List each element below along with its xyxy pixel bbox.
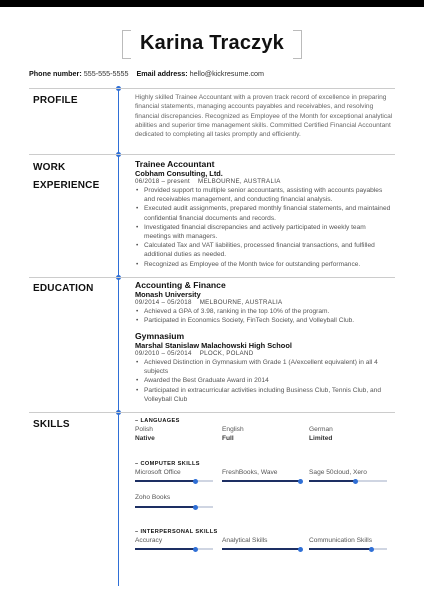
timeline-line — [118, 88, 119, 586]
divider — [29, 277, 395, 278]
list-item: • Executed audit assignments, prepared monthly financial statements, and maintained confidential financial documents and records. — [135, 204, 393, 222]
name-block — [122, 30, 302, 60]
interpersonal-skill-name: Analytical Skills — [222, 537, 268, 544]
interpersonal-skills-heading: – INTERPERSONAL SKILLS — [135, 529, 218, 535]
languages-heading: – LANGUAGES — [135, 418, 180, 424]
contact-line — [29, 69, 264, 78]
list-item: • Achieved a GPA of 3.98, ranking in the top 10% of the program. — [135, 307, 393, 316]
computer-skill-name: Sage 50cloud, Xero — [309, 469, 367, 476]
skill-bar-fill — [222, 480, 300, 482]
skill-level-bar — [309, 480, 387, 482]
list-item: • Awarded the Best Graduate Award in 2014 — [135, 376, 393, 385]
edu-meta — [135, 299, 282, 306]
edu-location: PLOCK, POLAND — [199, 350, 254, 357]
list-item: • Calculated Tax and VAT liabilities, processed financial transactions, and fulfilled additional duties as needed. — [135, 241, 393, 259]
edu-org: Monash University — [135, 290, 201, 299]
divider — [29, 154, 395, 155]
skill-bar-fill — [135, 548, 196, 550]
list-item: • Participated in Economics Society, FinTech Society, and Volleyball Club. — [135, 316, 393, 325]
candidate-name: Karina Traczyk — [140, 32, 284, 54]
skill-level-bar — [309, 548, 387, 550]
skill-bar-knob — [353, 479, 358, 484]
computer-skill-name: Zoho Books — [135, 494, 171, 501]
job-location: MELBOURNE, AUSTRALIA — [197, 178, 281, 185]
list-item: • Recognized as Employee of the Month twice for outstanding performance. — [135, 260, 393, 269]
top-bar — [0, 0, 424, 7]
skill-bar-knob — [193, 505, 198, 510]
list-item: • Investigated financial discrepancies and actively participated in weekly team meetings with managers. — [135, 223, 393, 241]
language-level: Full — [222, 435, 234, 442]
skill-bar-knob — [193, 547, 198, 552]
edu-title: Accounting & Finance — [135, 280, 226, 290]
skill-bar-knob — [298, 547, 303, 552]
interpersonal-skill-name: Communication Skills — [309, 537, 373, 544]
edu-org: Marshal Stanislaw Malachowski High School — [135, 341, 292, 350]
edu-dates: 09/2010 – 05/2014 — [135, 350, 192, 357]
language-name: Polish — [135, 426, 153, 433]
divider — [29, 88, 395, 89]
profile-text: Highly skilled Trainee Accountant with a proven track record of excellence in preparing financial statements, managing accounts payables and receivables, and resolving financial discrepancies. Recognized as Employee of the Month for exceptional analytical abilities and superior time management skills. Committed Certified Financial Accountant dedicated to completing all tasks promptly and efficiently. — [135, 94, 393, 139]
skill-bar-fill — [309, 480, 356, 482]
language-name: English — [222, 426, 244, 433]
job-meta — [135, 178, 281, 185]
edu-bullets — [135, 358, 393, 404]
skill-bar-rest — [196, 548, 213, 550]
email-value: hello@kickresume.com — [189, 69, 265, 78]
language-level: Native — [135, 435, 155, 442]
skill-bar-fill — [222, 548, 300, 550]
list-item: • Achieved Distinction in Gymnasium with Grade 1 (A/excellent equivalent) in all 4 subjects — [135, 358, 393, 376]
skill-level-bar — [222, 480, 300, 482]
edu-bullets — [135, 307, 393, 325]
section-title-work-line2: EXPERIENCE — [33, 180, 100, 191]
skill-level-bar — [135, 506, 213, 508]
list-item: • Participated in extracurricular activities including Business Club, Tennis Club, and Volleyball Club — [135, 386, 393, 404]
job-title: Trainee Accountant — [135, 159, 215, 169]
section-title-work-line1: WORK — [33, 162, 66, 173]
divider — [29, 412, 395, 413]
edu-title: Gymnasium — [135, 331, 185, 341]
skill-level-bar — [135, 548, 213, 550]
job-dates: 06/2018 – present — [135, 178, 190, 185]
list-item: • Provided support to multiple senior accountants, assisting with accounts payables and receivables management, and conducting financial analysis. — [135, 186, 393, 204]
job-org: Cobham Consulting, Ltd. — [135, 169, 223, 178]
phone-label: Phone number: — [29, 69, 82, 78]
edu-location: MELBOURNE, AUSTRALIA — [199, 299, 283, 306]
job-bullets — [135, 186, 393, 269]
skill-bar-knob — [193, 479, 198, 484]
skill-level-bar — [135, 480, 213, 482]
edu-dates: 09/2014 – 05/2018 — [135, 299, 192, 306]
computer-skills-heading: – COMPUTER SKILLS — [135, 461, 200, 467]
computer-skill-name: Microsoft Office — [135, 469, 181, 476]
email-label: Email address: — [136, 69, 188, 78]
skill-bar-rest — [196, 506, 213, 508]
skill-bar-fill — [309, 548, 371, 550]
skill-level-bar — [222, 548, 300, 550]
interpersonal-skill-name: Accuracy — [135, 537, 163, 544]
language-level: Limited — [309, 435, 333, 442]
section-title-education: EDUCATION — [33, 283, 94, 294]
skill-bar-fill — [135, 480, 196, 482]
skill-bar-knob — [369, 547, 374, 552]
skill-bar-rest — [356, 480, 387, 482]
skill-bar-fill — [135, 506, 196, 508]
section-title-skills: SKILLS — [33, 419, 70, 430]
computer-skill-name: FreshBooks, Wave — [222, 469, 278, 476]
language-name: German — [309, 426, 333, 433]
edu-meta — [135, 350, 253, 357]
section-title-profile: PROFILE — [33, 95, 78, 106]
skill-bar-rest — [196, 480, 213, 482]
skill-bar-knob — [298, 479, 303, 484]
phone-value: 555-555-5555 — [83, 69, 129, 78]
